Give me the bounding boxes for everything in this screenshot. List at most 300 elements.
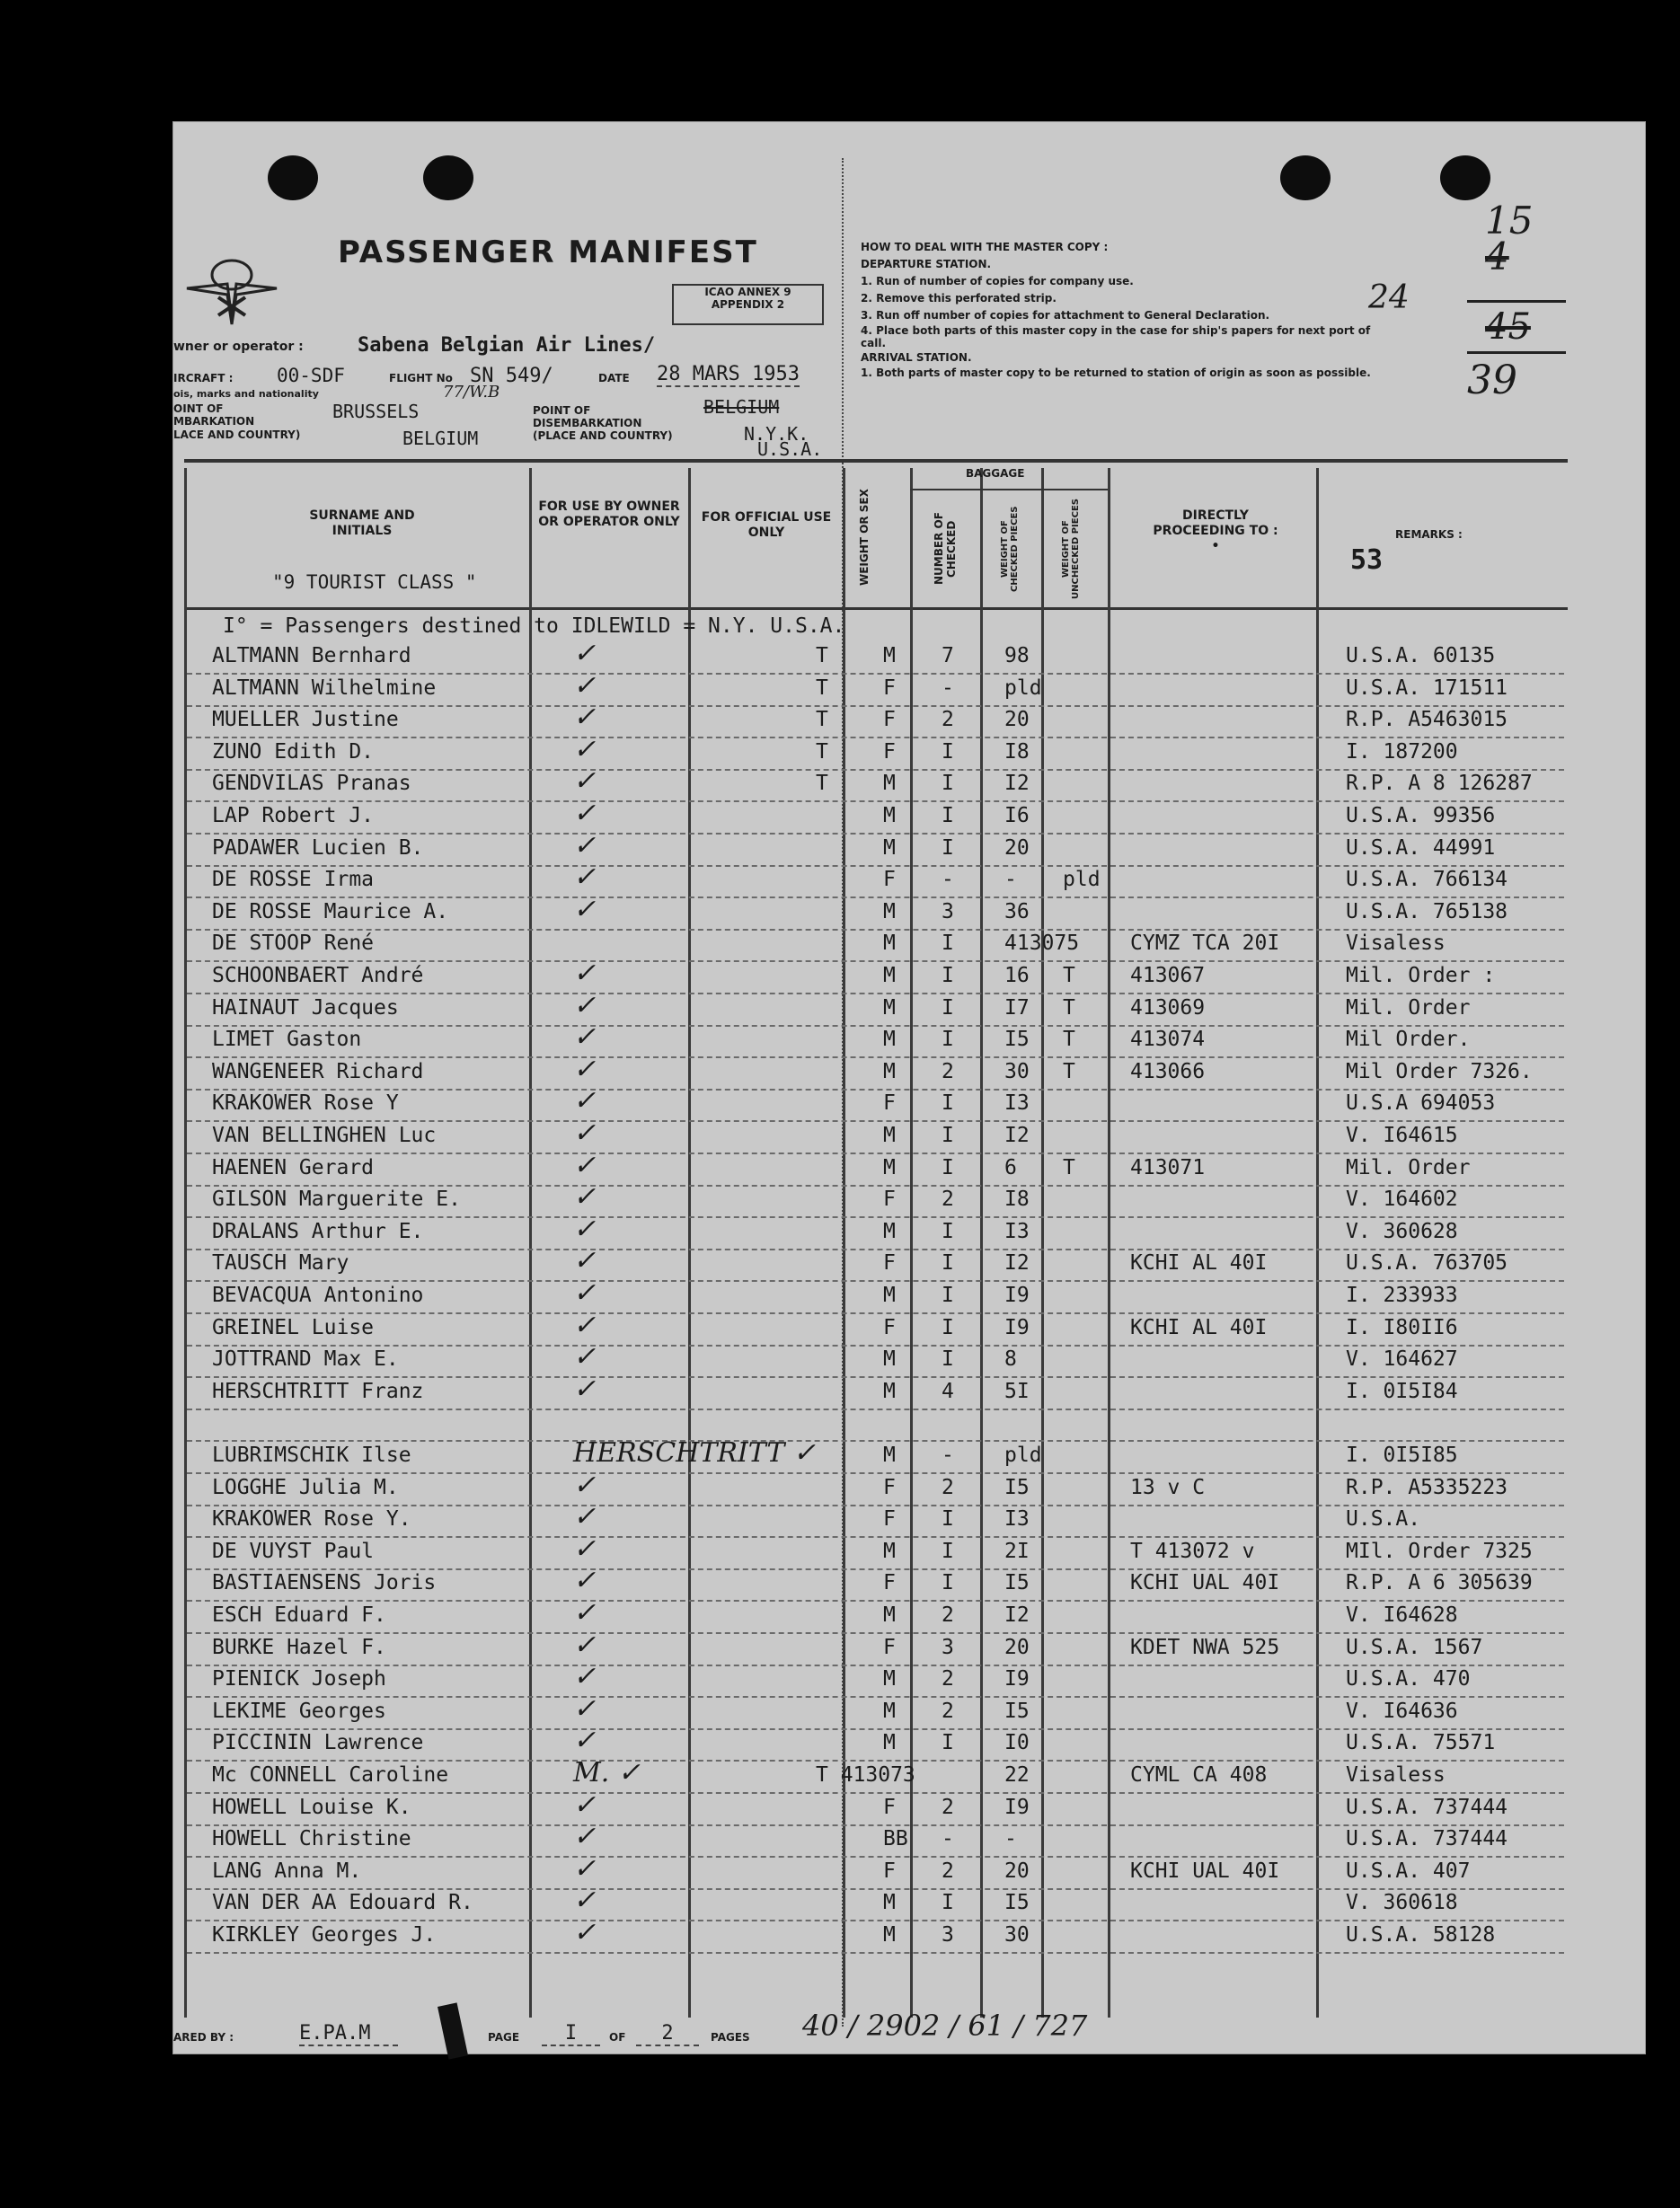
table-row: [187, 1373, 1564, 1410]
table-row: [187, 829, 1564, 867]
table-row: [187, 1149, 1564, 1187]
remarks: U.S.A. 44991: [1346, 835, 1496, 860]
weight-checked: 20: [1004, 1859, 1030, 1883]
check-mark: ✓: [573, 669, 597, 702]
embark-country: BELGIUM: [402, 428, 479, 449]
sex: M: [883, 1284, 896, 1307]
directly-to: 13 v C: [1130, 1475, 1206, 1499]
weight-checked: 16: [1004, 964, 1030, 987]
table-row: [187, 1085, 1564, 1122]
check-mark: ✓: [573, 1341, 597, 1373]
num-checked: 3: [942, 1635, 954, 1659]
num-checked: I: [942, 1284, 954, 1307]
col-weight-checked: WEIGHT OF CHECKED PIECES: [1000, 506, 1020, 592]
directly-to: KDET NWA 525: [1130, 1635, 1280, 1659]
table-row: [187, 1309, 1564, 1347]
sex: M: [883, 1731, 896, 1755]
passenger-name: KRAKOWER Rose Y: [212, 1091, 399, 1116]
remarks: U.S.A. 99356: [1346, 804, 1496, 827]
num-checked: I: [942, 1028, 954, 1052]
table-row: [187, 1245, 1564, 1282]
directly-to: KCHI UAL 40I: [1130, 1859, 1280, 1883]
remarks: Mil Order 7326.: [1346, 1059, 1533, 1083]
num-checked: 2: [942, 1667, 954, 1691]
weight-checked: 5I: [1004, 1379, 1030, 1403]
num-checked: I: [942, 1347, 954, 1372]
num-checked: I: [942, 1219, 954, 1243]
embark-label: MBARKATION: [173, 415, 255, 428]
remarks: U.S.A. 765138: [1346, 899, 1508, 923]
remarks: V. 164627: [1346, 1347, 1458, 1372]
sex: F: [883, 1859, 896, 1883]
passenger-name: DE STOOP René: [212, 932, 375, 956]
num-checked: I: [942, 739, 954, 764]
num-checked: I: [942, 932, 954, 956]
passenger-name: VAN DER AA Edouard R.: [212, 1891, 473, 1915]
num-checked: 3: [942, 899, 954, 923]
remarks: Mil. Order: [1346, 995, 1471, 1020]
passenger-name: GENDVILAS Pranas: [212, 772, 411, 796]
check-mark: ✓: [573, 1821, 597, 1853]
remarks: R.P. A5463015: [1346, 708, 1508, 732]
remarks: I. 233933: [1346, 1284, 1458, 1307]
directly-to: CYML CA 408: [1130, 1763, 1268, 1787]
weight-checked: 8: [1004, 1347, 1017, 1372]
weight-checked: I2: [1004, 1124, 1030, 1147]
hand-rule: [1467, 351, 1566, 354]
weight-checked: 20: [1004, 708, 1030, 732]
table-row: [187, 1409, 1564, 1442]
num-checked: 4: [942, 1379, 954, 1403]
passenger-name: ZUNO Edith D.: [212, 739, 375, 764]
check-mark: ✓: [573, 638, 597, 669]
table-row: [187, 1469, 1564, 1506]
date-value: 28 MARS 1953: [657, 363, 800, 385]
passenger-name: HOWELL Christine: [212, 1827, 411, 1851]
passenger-name: LUBRIMSCHIK Ilse: [212, 1444, 411, 1467]
passenger-name: VAN BELLINGHEN Luc: [212, 1124, 437, 1147]
handwritten-39: 39: [1467, 358, 1517, 403]
passenger-name: TAUSCH Mary: [212, 1251, 349, 1276]
table-row: [187, 733, 1564, 771]
table-row: [187, 929, 1564, 962]
punch-hole: [1440, 155, 1490, 200]
num-checked: I: [942, 964, 954, 987]
remarks: U.S.A. 60135: [1346, 644, 1496, 667]
check-mark: ✓: [573, 1213, 597, 1245]
weight-checked: I0: [1004, 1731, 1030, 1755]
passenger-name: GILSON Marguerite E.: [212, 1188, 461, 1212]
passenger-name: LEKIME Georges: [212, 1699, 386, 1723]
check-mark: ✓: [573, 1501, 597, 1533]
sex: M: [883, 772, 896, 796]
check-mark: ✓: [573, 1053, 597, 1085]
type-marker: T: [816, 708, 828, 732]
table-row: [187, 1725, 1564, 1762]
check-mark: ✓: [573, 1661, 597, 1693]
handwritten-15: 15: [1485, 199, 1534, 243]
flight-value: SN 549/: [470, 365, 553, 387]
col-baggage: BAGGAGE: [966, 467, 1025, 480]
directly-to: 413067: [1130, 964, 1206, 987]
check-mark: ✓: [573, 1725, 597, 1757]
passenger-name: JOTTRAND Max E.: [212, 1347, 399, 1372]
sex: M: [883, 932, 896, 956]
passenger-name: BEVACQUA Antonino: [212, 1284, 424, 1307]
num-checked: I: [942, 1891, 954, 1915]
weight-checked: I2: [1004, 772, 1030, 796]
table-row: [187, 1821, 1564, 1858]
num-checked: 2: [942, 708, 954, 732]
sex: M: [883, 1124, 896, 1147]
disembark-country: U.S.A.: [757, 438, 823, 460]
remarks: V. I64636: [1346, 1699, 1458, 1723]
passenger-name: PICCININ Lawrence: [212, 1731, 424, 1755]
weight-checked: 20: [1004, 1635, 1030, 1659]
col-weight-sex: WEIGHT OR SEX: [858, 489, 871, 587]
table-row: [187, 1117, 1564, 1154]
weight-unchecked: T: [1063, 1028, 1075, 1052]
check-mark: ✓: [573, 861, 597, 894]
check-mark: ✓: [573, 1373, 597, 1405]
weight-checked: 413075: [1004, 932, 1080, 956]
remarks: U.S.A. 171511: [1346, 676, 1508, 700]
sex: F: [883, 676, 896, 700]
icao-box: [672, 284, 824, 325]
check-mark: ✓: [573, 1692, 597, 1725]
remarks: Mil. Order: [1346, 1155, 1471, 1179]
table-row: [187, 893, 1564, 931]
passenger-name: ESCH Eduard F.: [212, 1603, 386, 1627]
remarks: U.S.A. 407: [1346, 1859, 1471, 1883]
check-mark: ✓: [573, 989, 597, 1021]
passenger-name: MUELLER Justine: [212, 708, 399, 732]
sex: BB: [883, 1827, 908, 1851]
col-remarks: REMARKS :: [1395, 528, 1463, 541]
disembark-label: POINT OF DISEMBARKATION (PLACE AND COUNTRY): [533, 404, 673, 442]
sex: M: [883, 964, 896, 987]
type-marker: T: [816, 676, 828, 700]
remarks: U.S.A.: [1346, 1507, 1421, 1532]
sex: F: [883, 739, 896, 764]
section-heading: I° = Passengers destined to IDLEWILD = N.Y. U.S.A.: [223, 614, 845, 638]
passenger-name: LIMET Gaston: [212, 1028, 362, 1052]
num-checked: -: [942, 1444, 954, 1467]
remarks: R.P. A 8 126287: [1346, 772, 1533, 796]
col-num-checked: NUMBER OF CHECKED: [933, 512, 958, 586]
remarks: Visaless: [1346, 1763, 1446, 1787]
passenger-name: DE VUYST Paul: [212, 1539, 375, 1563]
table-row: [187, 1885, 1564, 1921]
passenger-name: BASTIAENSENS Joris: [212, 1571, 437, 1595]
weight-checked: I2: [1004, 1603, 1030, 1627]
check-mark: ✓: [573, 1309, 597, 1341]
weight-checked: I5: [1004, 1028, 1030, 1052]
place-label: LACE AND COUNTRY): [173, 428, 301, 441]
passenger-name: DE ROSSE Irma: [212, 868, 375, 892]
passenger-name: PIENICK Joseph: [212, 1667, 386, 1691]
num-checked: 2: [942, 1475, 954, 1499]
remarks: I. 187200: [1346, 739, 1458, 764]
weight-checked: -: [1004, 868, 1017, 892]
check-mark: ✓: [573, 702, 597, 734]
sex: F: [883, 1188, 896, 1212]
directly-to: 413074: [1130, 1028, 1206, 1052]
remarks: U.S.A. 737444: [1346, 1795, 1508, 1819]
num-checked: -: [942, 676, 954, 700]
weight-checked: I6: [1004, 804, 1030, 827]
weight-checked: 2I: [1004, 1539, 1030, 1563]
check-mark: ✓: [573, 829, 597, 861]
weight-checked: 30: [1004, 1923, 1030, 1947]
check-mark: ✓: [573, 958, 597, 989]
table-row: [187, 1181, 1564, 1218]
check-mark: ✓: [573, 1788, 597, 1821]
table-row: [187, 1437, 1564, 1474]
check-mark: ✓: [573, 1085, 597, 1117]
weight-checked: I7: [1004, 995, 1030, 1020]
weight-checked: I9: [1004, 1315, 1030, 1339]
num-checked: 2: [942, 1059, 954, 1083]
table-row: [187, 1565, 1564, 1602]
handwritten-4: 4: [1485, 234, 1509, 278]
flight-annotation: 77/W.B: [443, 383, 500, 402]
table-row: [187, 861, 1564, 898]
table-row: [187, 1341, 1564, 1378]
punch-hole: [1280, 155, 1331, 200]
weight-unchecked: T: [1063, 995, 1075, 1020]
handwritten-totals: 40 / 2902 / 61 / 727: [802, 2009, 1088, 2043]
remarks: I. I80II6: [1346, 1315, 1458, 1339]
weight-checked: pld: [1004, 676, 1042, 700]
sex: M: [883, 899, 896, 923]
check-mark: ✓: [573, 1117, 597, 1149]
instructions: HOW TO DEAL WITH THE MASTER COPY : DEPARTURE STATION. 1. Run of number of copies for company use. 2. Remove this perforated strip. 3. Run off number of copies for attachment to General Declaration. 4. Place both parts of this master copy in the case for ship's papers for next port of call. ARRIVAL STATION. 1. Both parts of master copy to be returned to station of origin as soon as possible.: [861, 241, 1371, 379]
directly-to: 413071: [1130, 1155, 1206, 1179]
check-mark: ✓: [573, 1629, 597, 1661]
sex: M: [883, 1667, 896, 1691]
passenger-name: Mc CONNELL Caroline: [212, 1763, 449, 1787]
num-checked: 2: [942, 1603, 954, 1627]
sex: F: [883, 1475, 896, 1499]
table-row: [187, 989, 1564, 1027]
sex: F: [883, 868, 896, 892]
num-checked: I: [942, 1731, 954, 1755]
directly-to: KCHI UAL 40I: [1130, 1571, 1280, 1595]
signature-mark: [438, 2002, 468, 2059]
table-row: [187, 1852, 1564, 1890]
remarks: U.S.A. 470: [1346, 1667, 1471, 1691]
sex: F: [883, 1635, 896, 1659]
check-mark: ✓: [573, 1277, 597, 1309]
remarks: U.S.A. 75571: [1346, 1731, 1496, 1755]
remarks: I. 0I5I84: [1346, 1379, 1458, 1403]
num-checked: I: [942, 1155, 954, 1179]
check-mark: ✓: [573, 1245, 597, 1277]
remarks: V. I64615: [1346, 1124, 1458, 1147]
sex: F: [883, 1571, 896, 1595]
num-checked: I: [942, 1539, 954, 1563]
check-mark: ✓: [573, 1885, 597, 1917]
table-row: [187, 702, 1564, 738]
num-checked: I: [942, 1571, 954, 1595]
point-label: OINT OF: [173, 402, 224, 415]
prepared-value: E.PA.M: [299, 2022, 398, 2046]
remarks: I. 0I5I85: [1346, 1444, 1458, 1467]
owner-label: wner or operator :: [173, 340, 304, 354]
num-checked: 2: [942, 1699, 954, 1723]
sex: M: [883, 1155, 896, 1179]
sex: M: [883, 1603, 896, 1627]
date-label: DATE: [598, 372, 630, 384]
table-row: [187, 1277, 1564, 1314]
directly-to: T 413072 v: [1130, 1539, 1255, 1563]
passenger-name: HERSCHTRITT Franz: [212, 1379, 424, 1403]
sex: F: [883, 708, 896, 732]
weight-checked: pld: [1004, 1444, 1042, 1467]
passenger-name: ALTMANN Wilhelmine: [212, 676, 437, 700]
sabena-logo-icon: [182, 248, 281, 329]
passenger-name: BURKE Hazel F.: [212, 1635, 386, 1659]
sex: M: [883, 1379, 896, 1403]
type-marker: T: [816, 644, 828, 667]
table-row: [187, 1661, 1564, 1698]
check-mark: ✓: [573, 893, 597, 925]
pages-label: PAGES: [711, 2031, 750, 2044]
passenger-name: PADAWER Lucien B.: [212, 835, 424, 860]
aircraft-value: 00-SDF: [277, 365, 345, 386]
check-mark: ✓: [573, 1532, 597, 1565]
passenger-name: LOGGHE Julia M.: [212, 1475, 399, 1499]
table-row: [187, 1788, 1564, 1826]
manifest-sheet: [172, 121, 1646, 2054]
passenger-name: LANG Anna M.: [212, 1859, 362, 1883]
num-checked: I: [942, 1507, 954, 1532]
table-row: [187, 1213, 1564, 1250]
passenger-name: DE ROSSE Maurice A.: [212, 899, 449, 923]
num-checked: I: [942, 804, 954, 827]
weight-checked: I3: [1004, 1507, 1030, 1532]
remarks: MIl. Order 7325: [1346, 1539, 1533, 1563]
table-row: [187, 1692, 1564, 1730]
passenger-name: KIRKLEY Georges J.: [212, 1923, 437, 1947]
remarks: U.S.A 694053: [1346, 1091, 1496, 1116]
prepared-label: ARED BY :: [173, 2031, 234, 2044]
passenger-name: GREINEL Luise: [212, 1315, 375, 1339]
weight-unchecked: T: [1063, 1155, 1075, 1179]
page-value: I: [542, 2022, 600, 2046]
weight-unchecked: T: [1063, 1059, 1075, 1083]
weight-checked: 98: [1004, 644, 1030, 667]
punch-hole: [268, 155, 318, 200]
num-checked: I: [942, 995, 954, 1020]
sex: M: [883, 1059, 896, 1083]
weight-checked: I5: [1004, 1571, 1030, 1595]
check-mark: ✓: [573, 1469, 597, 1501]
remarks: Mil Order.: [1346, 1028, 1471, 1052]
handwritten-24: 24: [1368, 279, 1410, 316]
table-row: [187, 1053, 1564, 1091]
num-checked: 7: [942, 644, 954, 667]
directly-to: 413066: [1130, 1059, 1206, 1083]
sex: M: [883, 1923, 896, 1947]
check-mark: ✓: [573, 1021, 597, 1054]
check-mark: HERSCHTRITT ✓: [573, 1437, 817, 1469]
table-row: [187, 798, 1564, 835]
passenger-name: WANGENEER Richard: [212, 1059, 424, 1083]
sex: M: [883, 1539, 896, 1563]
weight-unchecked: pld: [1063, 868, 1101, 892]
table-row: [187, 1629, 1564, 1666]
remarks: U.S.A. 1567: [1346, 1635, 1483, 1659]
table-row: [187, 1917, 1564, 1954]
type-marker: T 413073: [816, 1763, 915, 1787]
disembark-value: N.Y.K.: [744, 423, 809, 445]
type-marker: T: [816, 739, 828, 764]
passenger-name: HOWELL Louise K.: [212, 1795, 411, 1819]
num-checked: I: [942, 1251, 954, 1276]
check-mark: ✓: [573, 1149, 597, 1181]
sex: M: [883, 1444, 896, 1467]
check-mark: ✓: [573, 1597, 597, 1629]
directly-to: CYMZ TCA 20I: [1130, 932, 1280, 956]
passenger-name: HAINAUT Jacques: [212, 995, 399, 1020]
weight-checked: I5: [1004, 1699, 1030, 1723]
check-mark: ✓: [573, 733, 597, 765]
sex: M: [883, 995, 896, 1020]
weight-checked: 20: [1004, 835, 1030, 860]
weight-checked: 6: [1004, 1155, 1017, 1179]
col-surname: SURNAME AND INITIALS: [309, 508, 415, 538]
num-checked: 2: [942, 1188, 954, 1212]
num-checked: I: [942, 1124, 954, 1147]
remarks: U.S.A. 763705: [1346, 1251, 1508, 1276]
icao-appendix: APPENDIX 2: [711, 298, 785, 311]
aircraft-label: IRCRAFT :: [173, 372, 234, 384]
remarks: U.S.A. 737444: [1346, 1827, 1508, 1851]
owner-value: Sabena Belgian Air Lines/: [358, 334, 656, 357]
passenger-name: SCHOONBAERT André: [212, 964, 424, 987]
num-checked: 3: [942, 1923, 954, 1947]
table-row: [187, 1021, 1564, 1058]
col-official: FOR OFFICIAL USE ONLY: [701, 510, 832, 540]
disembark-struck: BELGIUM: [703, 396, 780, 418]
directly-to: 413069: [1130, 995, 1206, 1020]
weight-checked: I5: [1004, 1475, 1030, 1499]
weight-checked: 36: [1004, 899, 1030, 923]
passenger-name: LAP Robert J.: [212, 804, 375, 827]
table-row: [187, 1501, 1564, 1538]
type-marker: T: [816, 772, 828, 796]
weight-checked: I9: [1004, 1795, 1030, 1819]
of-value: 2: [636, 2022, 699, 2046]
handwritten-45: 45: [1485, 306, 1531, 348]
sex: M: [883, 1219, 896, 1243]
num-checked: I: [942, 1315, 954, 1339]
check-mark: ✓: [573, 1565, 597, 1597]
punch-hole: [423, 155, 473, 200]
sex: M: [883, 644, 896, 667]
sex: M: [883, 1028, 896, 1052]
col-directly: DIRECTLY PROCEEDING TO : •: [1153, 508, 1278, 553]
weight-checked: I3: [1004, 1091, 1030, 1116]
baggage-rule: [910, 489, 1108, 490]
remarks: V. 360618: [1346, 1891, 1458, 1915]
sex: M: [883, 1347, 896, 1372]
table-row: [187, 1597, 1564, 1634]
remarks: V. I64628: [1346, 1603, 1458, 1627]
num-checked: -: [942, 868, 954, 892]
